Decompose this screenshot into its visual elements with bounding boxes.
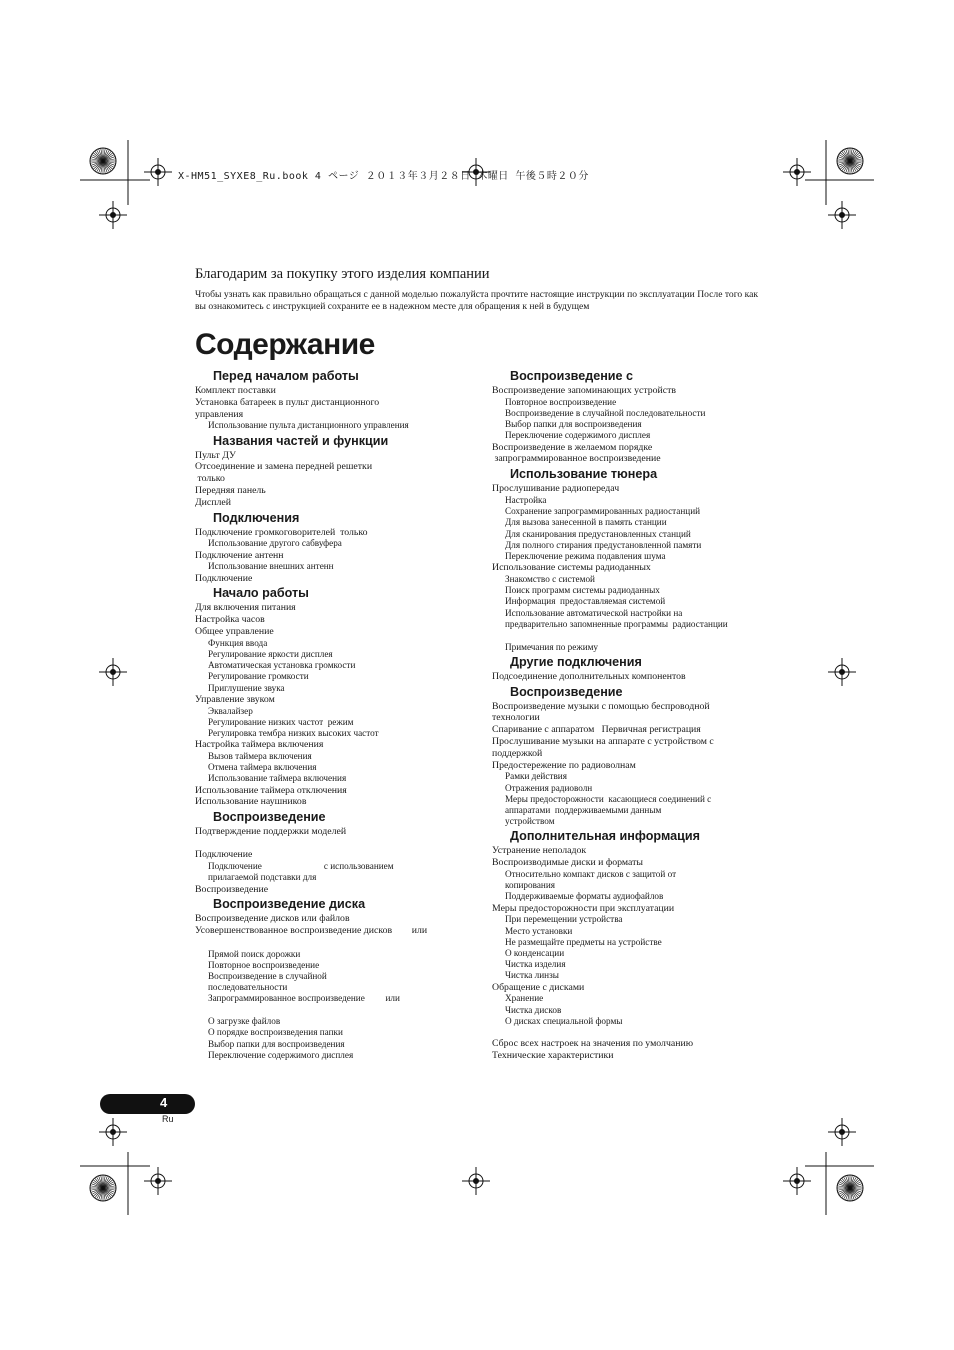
toc-subentry: Регулирование яркости дисплея	[208, 648, 333, 659]
toc-entry: Дисплей	[195, 496, 231, 508]
toc-entry: Использование наушников	[195, 796, 307, 808]
toc-entry: Воспроизведение дисков или файлов	[195, 913, 350, 925]
toc-subentry: Использование автоматической настройки на	[505, 607, 683, 618]
toc-subentry: последовательности	[208, 982, 288, 993]
toc-section-title: Воспроизведение	[213, 810, 326, 825]
toc-subentry: Переключение содержимого дисплея	[505, 430, 651, 441]
toc-subentry: Регулировка тембра низких высоких частот	[208, 727, 379, 738]
toc-section	[492, 369, 777, 465]
print-header-line: X-HM51_SYXE8_Ru.book 4 ページ ２０１３年３月２８日 木曜日 午後５時２０分	[178, 171, 589, 182]
toc-subentry: О конденсации	[505, 947, 565, 958]
intro-title: Благодарим за покупку этого изделия компании	[195, 266, 490, 282]
toc-entry: Комплект поставки	[195, 385, 276, 396]
toc-subentry: Настройка	[505, 495, 547, 505]
toc-subentry: Функция ввода	[208, 637, 268, 648]
toc-entry: Отсоединение и замена передней решетки	[195, 461, 373, 473]
toc-section-title: Перед началом работы	[213, 369, 359, 383]
toc-entry: Воспроизведение музыки с помощью беспроводной	[492, 700, 710, 712]
toc-entry: Воспроизведение запоминающих устройств	[492, 385, 677, 396]
toc-subentry: Не размещайте предметы на устройстве	[505, 936, 662, 947]
toc-section-title: Дополнительная информация	[510, 829, 700, 844]
toc-entry	[492, 630, 777, 642]
toc-entry: Подключение громкоговорителей только	[195, 526, 368, 538]
toc-section	[195, 369, 470, 432]
page-number-badge	[100, 1094, 195, 1114]
toc-entry: Воспроизведение	[195, 883, 269, 895]
toc-section-title: Другие подключения	[510, 654, 642, 669]
toc-subentry: О дисках специальной формы	[505, 1015, 623, 1026]
toc-entry: Подсоединение дополнительных компонентов	[492, 670, 686, 682]
toc-subentry: Переключение режима подавления шума	[505, 551, 666, 562]
toc-entry: поддержкой	[492, 747, 543, 759]
toc-subentry: Рамки действия	[505, 771, 567, 782]
toc-subentry: Выбор папки для воспроизведения	[505, 419, 642, 430]
toc-entry: Прослушивание радиопередач	[492, 483, 620, 495]
toc-entry: Подключение	[195, 849, 253, 861]
toc-entry: Подключение	[195, 572, 253, 584]
toc-entry: Обращение с дисками	[492, 981, 585, 993]
toc-entry: Настройка часов	[195, 614, 265, 626]
toc-subentry: Использование пульта дистанционного управления	[208, 420, 409, 431]
toc-subentry: Регулирование низких частот режим	[208, 716, 354, 727]
toc-subentry: Повторное воспроизведение	[208, 959, 320, 970]
toc-section-title: Воспроизведение диска	[213, 897, 366, 912]
toc-subentry: Выбор папки для воспроизведения	[208, 1038, 345, 1049]
toc-subentry: Приглушение звука	[208, 682, 285, 693]
toc-subentry: аппаратами поддерживаемыми данным	[505, 804, 662, 815]
toc-subentry: Примечания по режиму	[505, 641, 599, 652]
toc-entry	[195, 1005, 470, 1017]
toc-subentry: Отражения радиоволн	[505, 782, 593, 793]
toc-subentry: предварительно запомненные программы радиостанции	[505, 618, 728, 629]
toc-section-title: Воспроизведение с	[510, 369, 634, 383]
toc-subentry: Переключение содержимого дисплея	[208, 1049, 354, 1060]
toc-entry: Воспроизводимые диски и форматы	[492, 857, 643, 869]
toc-entry: Общее управление	[195, 625, 274, 637]
toc-entry: Технические характеристики	[492, 1050, 614, 1062]
toc-subentry: О порядке воспроизведения папки	[208, 1027, 343, 1038]
toc-entry: Установка батареек в пульт дистанционного	[195, 396, 380, 408]
toc-subentry: Воспроизведение в случайной	[208, 970, 327, 981]
toc-entry: Использование таймера отключения	[195, 784, 347, 796]
toc-section	[195, 511, 470, 585]
toc-subentry: Поиск программ системы радиоданных	[505, 585, 660, 596]
toc-subentry: Знакомство с системой	[505, 574, 595, 585]
toc-entry: Передняя панель	[195, 484, 266, 496]
toc-subentry: Отмена таймера включения	[208, 762, 317, 773]
page-language: Ru	[162, 1114, 174, 1124]
toc-section	[195, 434, 470, 509]
toc-subentry: Регулирование громкости	[208, 671, 309, 682]
toc-entry: Использование системы радиоданных	[492, 562, 651, 574]
toc-subentry: Использование таймера включения	[208, 773, 347, 784]
toc-subentry: копирования	[505, 880, 555, 891]
toc-subentry: Вызов таймера включения	[208, 750, 312, 761]
toc-subentry: Для вызова занесенной в память станции	[505, 517, 667, 528]
toc-entry: Прослушивание музыки на аппарате с устройством с	[492, 735, 714, 747]
toc-subentry: Автоматическая установка громкости	[208, 660, 356, 671]
toc-section	[492, 829, 777, 1062]
toc-subentry: Эквалайзер	[208, 705, 253, 716]
toc-section-title: Подключения	[213, 510, 300, 525]
toc-entry: Предостережение по радиоволнам	[492, 759, 636, 771]
toc-section-title: Названия частей и функции	[213, 433, 389, 448]
toc-subentry: Место установки	[505, 925, 573, 936]
toc-subentry: Прямой поиск дорожки	[208, 948, 301, 959]
toc-entry: Сброс всех настроек на значения по умолчанию	[492, 1038, 694, 1050]
toc-entry: Пульт ДУ	[195, 449, 236, 461]
toc-entry: запрограммированное воспроизведение	[492, 453, 661, 465]
toc-section	[195, 897, 470, 1060]
toc-entry: Настройка таймера включения	[195, 739, 324, 751]
toc-section	[492, 655, 777, 683]
toc-left-column	[195, 368, 470, 1063]
toc-subentry: устройством	[505, 816, 555, 827]
toc-section-title: Использование тюнера	[510, 467, 658, 482]
toc-entry: только	[195, 473, 225, 485]
toc-entry: Усовершенствованное воспроизведение дисков или	[195, 925, 428, 937]
page-number: 4	[160, 1095, 168, 1110]
toc-entry: Управление звуком	[195, 693, 275, 705]
toc-entry	[492, 1027, 777, 1039]
toc-subentry: Повторное воспроизведение	[505, 396, 617, 407]
toc-right-column	[492, 368, 777, 1064]
toc-subentry: Запрограммированное воспроизведение или	[208, 993, 400, 1004]
toc-subentry: прилагаемой подставки для	[208, 872, 317, 883]
toc-subentry: Хранение	[505, 993, 544, 1004]
toc-entry: Устранение неполадок	[492, 845, 587, 857]
toc-section	[492, 467, 777, 653]
toc-entry: Для включения питания	[195, 602, 296, 614]
toc-subentry: О загрузке файлов	[208, 1016, 281, 1027]
toc-subentry: Использование другого сабвуфера	[208, 538, 342, 549]
toc-subentry: Для сканирования предустановленных станций	[505, 528, 691, 539]
toc-subentry: При перемещении устройства	[505, 914, 623, 925]
toc-entry	[195, 838, 470, 850]
toc-section-title: Воспроизведение	[510, 684, 623, 699]
intro-text: Чтобы узнать как правильно обращаться с данной моделью пожалуйста прочтите настоящие инструкции по эксплуатации После того как вы ознакомитесь с инструкцией сохраните ее в надежном месте для обращения к ней в будущем	[195, 289, 759, 313]
toc-subentry: Меры предосторожности касающиеся соединений с	[505, 793, 712, 804]
toc-subentry: Воспроизведение в случайной последовательности	[505, 408, 706, 418]
toc-entry: Подключение антенн	[195, 549, 284, 561]
toc-entry	[195, 937, 470, 949]
toc-entry: управления	[195, 408, 244, 420]
toc-entry: Меры предосторожности при эксплуатации	[492, 902, 675, 914]
toc-title: Содержание	[195, 328, 375, 361]
toc-subentry: Информация предоставляемая системой	[505, 596, 666, 607]
toc-subentry: Чистка дисков	[505, 1004, 562, 1015]
toc-subentry: Поддерживаемые форматы аудиофайлов	[505, 891, 664, 902]
toc-entry: технологии	[492, 712, 540, 724]
toc-entry: Воспроизведение в желаемом порядке	[492, 441, 653, 453]
toc-subentry: Относительно компакт дисков с защитой от	[505, 868, 677, 879]
toc-section	[195, 586, 470, 808]
toc-section-title: Начало работы	[213, 586, 309, 601]
toc-subentry: Для полного стирания предустановленной памяти	[505, 539, 702, 550]
toc-section	[195, 810, 470, 895]
toc-subentry: Подключение с использованием	[208, 861, 394, 872]
toc-subentry: Использование внешних антенн	[208, 561, 334, 572]
toc-subentry: Чистка линзы	[505, 970, 559, 981]
toc-section	[492, 685, 777, 828]
toc-subentry: Сохранение запрограммированных радиостанций	[505, 506, 701, 517]
toc-entry: Спаривание с аппаратом Первичная регистрация	[492, 724, 701, 736]
toc-subentry: Чистка изделия	[505, 959, 566, 970]
toc-entry: Подтверждение поддержки моделей	[195, 826, 347, 838]
